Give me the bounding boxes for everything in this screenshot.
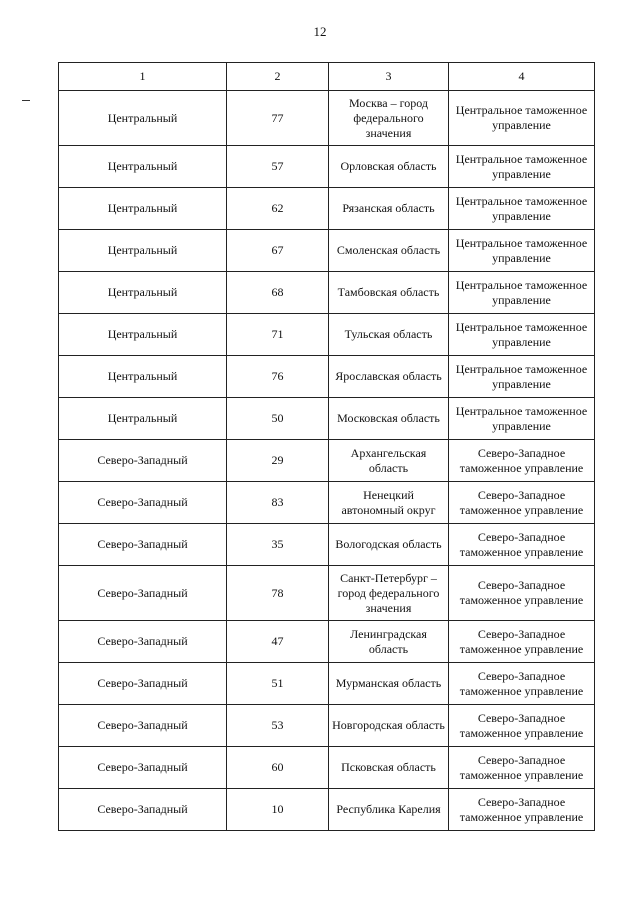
region-cell: Санкт-Петербург – город федерального значения (329, 566, 449, 621)
code-cell: 60 (227, 747, 329, 789)
code-cell: 62 (227, 188, 329, 230)
district-cell: Северо-Западный (59, 566, 227, 621)
district-cell: Северо-Западный (59, 789, 227, 831)
customs-cell: Северо-Западное таможенное управление (449, 621, 595, 663)
customs-cell: Северо-Западное таможенное управление (449, 482, 595, 524)
customs-cell: Центральное таможенное управление (449, 356, 595, 398)
code-cell: 57 (227, 146, 329, 188)
region-cell: Вологодская область (329, 524, 449, 566)
region-cell: Псковская область (329, 747, 449, 789)
table-body (59, 91, 595, 831)
column-header-2: 2 (227, 63, 329, 91)
customs-cell: Центральное таможенное управление (449, 188, 595, 230)
table-row (59, 356, 595, 398)
code-cell: 76 (227, 356, 329, 398)
table-row (59, 566, 595, 621)
column-header-3: 3 (329, 63, 449, 91)
table-row (59, 91, 595, 146)
code-cell: 53 (227, 705, 329, 747)
region-cell: Архангельская область (329, 440, 449, 482)
column-header-1: 1 (59, 63, 227, 91)
code-cell: 51 (227, 663, 329, 705)
region-cell: Новгородская область (329, 705, 449, 747)
region-cell: Ярославская область (329, 356, 449, 398)
region-cell: Мурманская область (329, 663, 449, 705)
customs-cell: Центральное таможенное управление (449, 146, 595, 188)
district-cell: Центральный (59, 188, 227, 230)
code-cell: 10 (227, 789, 329, 831)
region-cell: Орловская область (329, 146, 449, 188)
table-header-row (59, 63, 595, 91)
code-cell: 83 (227, 482, 329, 524)
district-cell: Северо-Западный (59, 440, 227, 482)
district-cell: Северо-Западный (59, 705, 227, 747)
region-cell: Смоленская область (329, 230, 449, 272)
customs-cell: Северо-Западное таможенное управление (449, 789, 595, 831)
region-cell: Рязанская область (329, 188, 449, 230)
code-cell: 67 (227, 230, 329, 272)
customs-cell: Северо-Западное таможенное управление (449, 747, 595, 789)
region-cell: Республика Карелия (329, 789, 449, 831)
table-row (59, 230, 595, 272)
customs-cell: Центральное таможенное управление (449, 314, 595, 356)
customs-cell: Центральное таможенное управление (449, 398, 595, 440)
district-cell: Центральный (59, 230, 227, 272)
region-cell: Москва – город федерального значения (329, 91, 449, 146)
code-cell: 47 (227, 621, 329, 663)
code-cell: 77 (227, 91, 329, 146)
district-cell: Центральный (59, 146, 227, 188)
table-row (59, 440, 595, 482)
region-cell: Ленинградская область (329, 621, 449, 663)
column-header-4: 4 (449, 63, 595, 91)
margin-mark (22, 100, 30, 101)
table-row (59, 146, 595, 188)
district-cell: Северо-Западный (59, 621, 227, 663)
table-row (59, 705, 595, 747)
customs-cell: Центральное таможенное управление (449, 91, 595, 146)
district-cell: Северо-Западный (59, 524, 227, 566)
page-number: 12 (313, 24, 327, 39)
table-row (59, 188, 595, 230)
customs-cell: Центральное таможенное управление (449, 272, 595, 314)
customs-cell: Северо-Западное таможенное управление (449, 663, 595, 705)
table-row (59, 621, 595, 663)
customs-cell: Северо-Западное таможенное управление (449, 566, 595, 621)
table-row (59, 747, 595, 789)
table-row (59, 789, 595, 831)
region-cell: Московская область (329, 398, 449, 440)
district-cell: Центральный (59, 356, 227, 398)
customs-cell: Северо-Западное таможенное управление (449, 440, 595, 482)
district-cell: Северо-Западный (59, 747, 227, 789)
district-cell: Северо-Западный (59, 663, 227, 705)
district-cell: Центральный (59, 398, 227, 440)
region-cell: Ненецкий автономный округ (329, 482, 449, 524)
region-cell: Тульская область (329, 314, 449, 356)
code-cell: 68 (227, 272, 329, 314)
table-row (59, 314, 595, 356)
code-cell: 50 (227, 398, 329, 440)
district-cell: Центральный (59, 314, 227, 356)
code-cell: 78 (227, 566, 329, 621)
table-row (59, 398, 595, 440)
code-cell: 29 (227, 440, 329, 482)
customs-cell: Северо-Западное таможенное управление (449, 524, 595, 566)
customs-cell: Центральное таможенное управление (449, 230, 595, 272)
table-row (59, 663, 595, 705)
table-row (59, 272, 595, 314)
district-cell: Центральный (59, 272, 227, 314)
region-cell: Тамбовская область (329, 272, 449, 314)
code-cell: 35 (227, 524, 329, 566)
table-row (59, 482, 595, 524)
district-cell: Центральный (59, 91, 227, 146)
district-cell: Северо-Западный (59, 482, 227, 524)
table-row (59, 524, 595, 566)
customs-cell: Северо-Западное таможенное управление (449, 705, 595, 747)
region-customs-table (58, 62, 595, 831)
code-cell: 71 (227, 314, 329, 356)
